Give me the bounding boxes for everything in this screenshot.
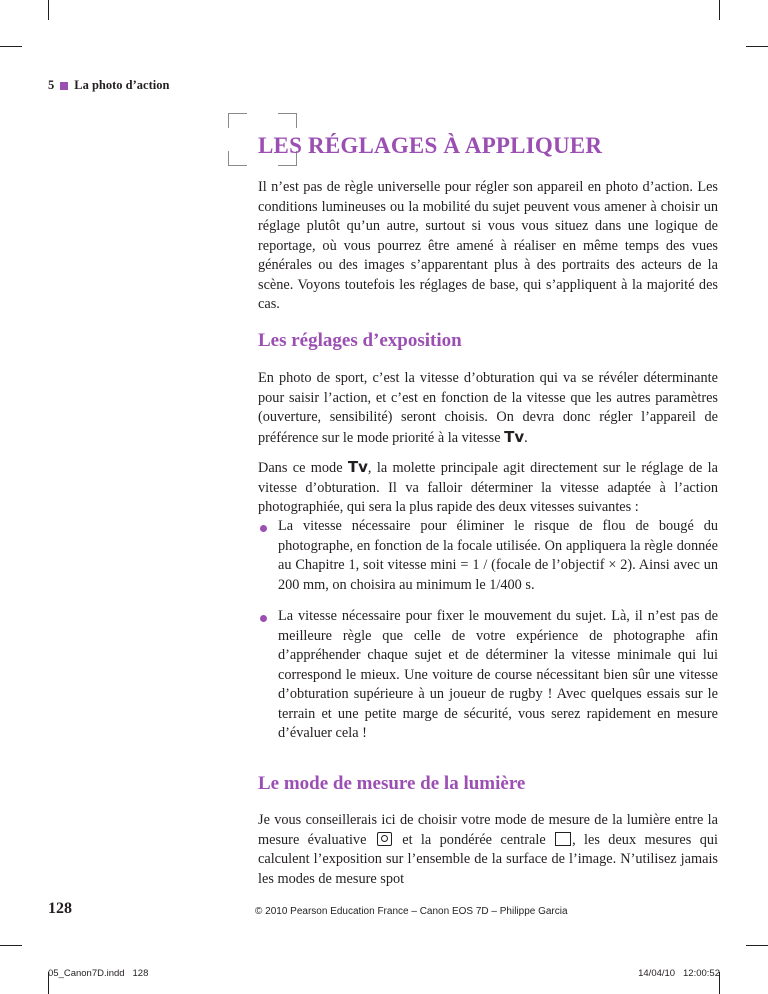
metering-paragraph — [258, 811, 718, 889]
metering-text-1: Je vous conseillerais ici de choisir votre mode de mesure de la lumière entre la mesure évaluative — [258, 812, 718, 848]
tv-mode-label: Tv — [347, 458, 368, 476]
bullet-text: La vitesse nécessaire pour fixer le mouvement du sujet. Là, il n’est pas de meilleure règle que celle de votre expérience de photographe afin d’appréhender chaque sujet et de déterminer la vitesse minimale qui lui correspond le mieux. Une voiture de course nécessitant bien sûr une vitesse d’obturation supérieure à un joueur de rugby ! Avec quelques essais sur le terrain et une petite marge de sécurité, vous serez rapidement en mesure d’évaluer cela ! — [278, 608, 718, 741]
intro-paragraph — [258, 178, 718, 325]
list-item — [258, 517, 718, 595]
bullet-dot-icon — [260, 525, 267, 532]
evaluative-metering-icon — [377, 832, 392, 846]
section-title: LES RÉGLAGES À APPLIQUER — [258, 133, 603, 158]
crop-mark — [719, 0, 720, 20]
slug-timestamp: 14/04/10 12:00:52 — [638, 968, 720, 979]
speed-bullet-list — [258, 517, 718, 756]
bullet-text: La vitesse nécessaire pour éliminer le risque de flou de bougé du photographe, en fonction de la focale utilisée. On appliquera la règle donnée au Chapitre 1, soit vitesse mini = 1 / (focale de l’objectif × 2). Ainsi avec un 200 mm, on choisira au minimum le 1/400 s. — [278, 518, 718, 593]
exposure-paragraph-1 — [258, 369, 718, 448]
exposure-p1-end: . — [524, 429, 528, 446]
crop-mark — [48, 0, 49, 20]
exposure-heading: Les réglages d’exposition — [258, 330, 462, 351]
bullet-dot-icon — [260, 615, 267, 622]
crop-mark — [746, 945, 768, 946]
page-number: 128 — [48, 900, 72, 917]
square-bullet-icon — [60, 82, 68, 90]
intro-text: Il n’est pas de règle universelle pour régler son appareil en photo d’action. Les conditions lumineuses ou la mobilité du sujet peuvent vous amener à choisir un réglage plutôt qu’un autre, surtout si vous vous situez dans une logique de reportage, où vous pourrez être amené à réaliser en même temps des vues générales ou des images s’apparentant plus à des portraits des acteurs de la scène. Voyons toutefois les réglages de base, qui s’appliquent à la majorité des cas. — [258, 179, 718, 312]
exposure-p2-text: , la molette principale agit directement sur le réglage de la vitesse d’obturation. Il va falloir déterminer la vitesse adaptée à l’action photographiée, qui sera la plus rapide des deux vitesses suivantes : — [258, 460, 718, 515]
slug-file-name: 05_Canon7D.indd 128 — [48, 968, 149, 979]
footer-credit: © 2010 Pearson Education France – Canon EOS 7D – Philippe Garcia — [255, 906, 568, 917]
bracket-top-left-icon — [228, 113, 247, 128]
running-head — [48, 78, 169, 93]
chapter-number: 5 — [48, 78, 55, 92]
center-weighted-metering-icon — [556, 832, 570, 846]
chapter-title: La photo d’action — [74, 78, 170, 92]
exposure-p2-start: Dans ce mode — [258, 460, 348, 476]
bracket-bottom-left-icon — [228, 151, 247, 166]
metering-text-2: et la pondérée centrale — [393, 831, 555, 848]
metering-text-3: , les deux mesures qui calculent l’exposition sur l’ensemble de la surface de l’image. N’utilisez jamais les modes de mesure spot — [258, 831, 718, 887]
metering-body — [258, 811, 718, 899]
metering-heading: Le mode de mesure de la lumière — [258, 773, 526, 794]
bracket-top-right-icon — [278, 113, 297, 128]
exposure-paragraph-2 — [258, 458, 718, 518]
crop-mark — [0, 46, 22, 47]
exposure-p1-text: En photo de sport, c’est la vitesse d’obturation qui va se révéler déterminante pour saisir l’action, et c’est en fonction de la vitesse que les autres paramètres (ouverture, sensibilité) seront choisis. On devra donc régler l’appareil de préférence sur le mode priorité à la vitesse — [258, 370, 718, 446]
exposure-body — [258, 369, 718, 528]
crop-mark — [0, 945, 22, 946]
tv-mode-label: Tv — [504, 427, 525, 446]
crop-mark — [746, 46, 768, 47]
list-item — [258, 607, 718, 744]
